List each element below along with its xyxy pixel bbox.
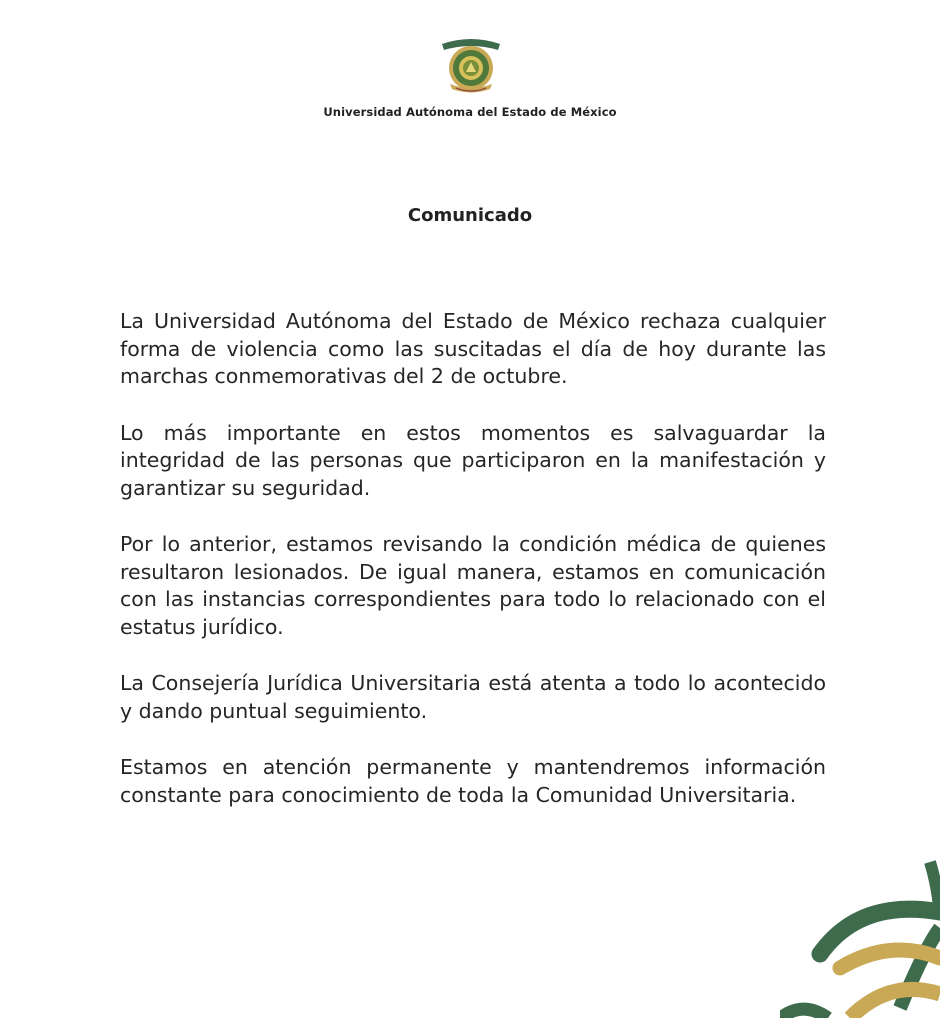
paragraph-1: La Universidad Autónoma del Estado de México rechaza cualquier forma de violencia como las suscitadas el día de hoy durante las marchas conmemorativas del 2 de octubre. — [120, 309, 826, 388]
paragraph-2: Lo más importante en estos momentos es salvaguardar la integridad de las personas que participaron en la manifestación y garantizar su seguridad. — [120, 420, 826, 500]
uaemex-crest-icon — [436, 34, 506, 98]
organization-name: Universidad Autónoma del Estado de México — [323, 105, 617, 119]
paragraph-3: Por lo anterior, estamos revisando la condición médica de quienes resultaron lesionados. De igual manera, estamos en comunicación con las instancias correspondientes para todo lo relacionado con el estatus jurídico. — [120, 532, 826, 639]
document-title: Comunicado — [407, 205, 533, 226]
paragraph-4: La Consejería Jurídica Universitaria está atenta a todo lo acontecido y dando puntual seguimiento. — [120, 671, 826, 723]
decorative-swirl-icon — [780, 858, 940, 1018]
statement-body — [120, 308, 826, 809]
paragraph-5: Estamos en atención permanente y mantendremos información constante para conocimiento de toda la Comunidad Universitaria. — [120, 755, 826, 807]
